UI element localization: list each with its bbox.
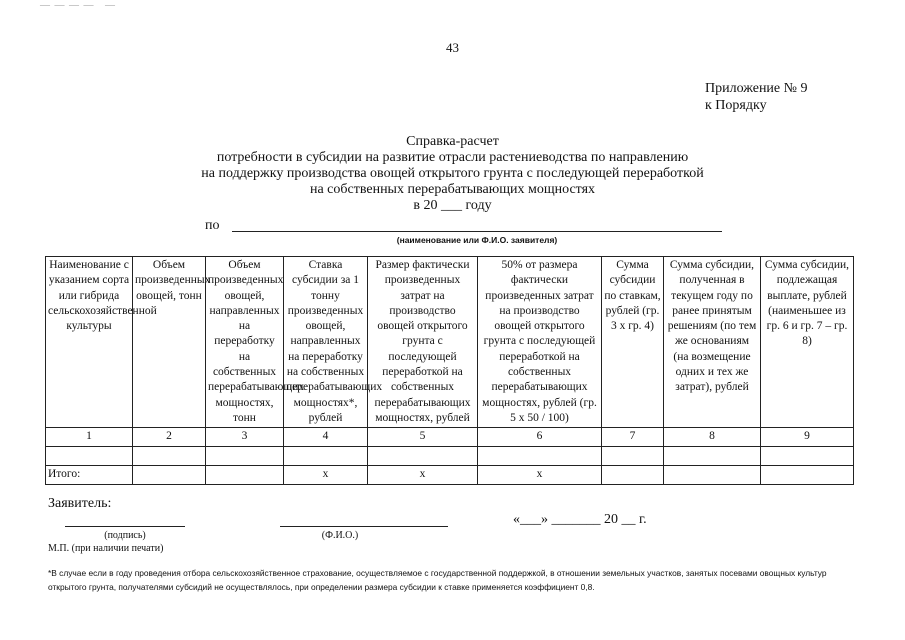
total-row bbox=[46, 466, 854, 485]
total-cell[interactable] bbox=[206, 466, 284, 485]
column-number: 8 bbox=[664, 428, 761, 447]
table-cell[interactable] bbox=[133, 447, 206, 466]
header-cell: Сумма субсидии по ставкам, рублей (гр. 3 х гр. 4) bbox=[602, 257, 664, 428]
header-cell: Объем произведенных овощей, тонн bbox=[133, 257, 206, 428]
column-number: 4 bbox=[284, 428, 368, 447]
title-line-2: потребности в субсидии на развитие отрасли растениеводства по направлению bbox=[216, 150, 689, 165]
table-cell[interactable] bbox=[761, 447, 854, 466]
table-row bbox=[46, 447, 854, 466]
applicant-field-label: по bbox=[205, 218, 220, 233]
table-cell[interactable] bbox=[368, 447, 478, 466]
header-cell: Сумма субсидии, подлежащая выплате, рублей (наименьшее из гр. 6 и гр. 7 – гр. 8) bbox=[761, 257, 854, 428]
header-cell: Сумма субсидии, полученная в текущем году по ранее принятым решениям (по тем же основаниям (на возмещение одних и тех же затрат), рублей bbox=[664, 257, 761, 428]
table-header-row bbox=[46, 257, 854, 428]
table-cell[interactable] bbox=[478, 447, 602, 466]
header-cell: Ставка субсидии за 1 тонну произведенных овощей, направленных на переработку на собственных перерабатывающих мощностях*, рублей bbox=[284, 257, 368, 428]
table-cell[interactable] bbox=[664, 447, 761, 466]
column-number: 2 bbox=[133, 428, 206, 447]
total-cell[interactable] bbox=[664, 466, 761, 485]
column-number: 6 bbox=[478, 428, 602, 447]
total-cell[interactable] bbox=[133, 466, 206, 485]
total-cell: х bbox=[478, 466, 602, 485]
total-label: Итого: bbox=[46, 466, 133, 485]
footnote: *В случае если в году проведения отбора сельскохозяйственное страхование, осуществляемое с государственной поддержкой, в отношении земельных участков, занятых посевами овощных культур открытого грунта, получателями субсидий не осуществлялось, при определении размера субсидии к ставке применяется коэффициент 0,8. bbox=[48, 568, 827, 592]
table-cell[interactable] bbox=[602, 447, 664, 466]
header-cell: Размер фактически произведенных затрат на производство овощей открытого грунта с последующей переработкой на собственных перерабатывающих мощностях, рублей bbox=[368, 257, 478, 428]
total-cell: х bbox=[368, 466, 478, 485]
name-line[interactable] bbox=[280, 526, 448, 527]
column-number: 7 bbox=[602, 428, 664, 447]
column-number: 1 bbox=[46, 428, 133, 447]
column-number: 9 bbox=[761, 428, 854, 447]
stamp-note: М.П. (при наличии печати) bbox=[48, 543, 164, 554]
applicant-field-line[interactable] bbox=[232, 231, 722, 232]
document-title bbox=[0, 134, 905, 214]
title-line-5: в 20 ___ году bbox=[413, 198, 492, 213]
calculation-table bbox=[45, 256, 854, 485]
page-number: 43 bbox=[446, 40, 459, 55]
applicant-label: Заявитель: bbox=[48, 496, 112, 511]
column-number: 3 bbox=[206, 428, 284, 447]
title-line-3: на поддержку производства овощей открытого грунта с последующей переработкой bbox=[201, 166, 704, 181]
column-number: 5 bbox=[368, 428, 478, 447]
header-cell: Объем произведенных овощей, направленных на переработку на собственных перерабатывающих мощностях, тонн bbox=[206, 257, 284, 428]
table-cell[interactable] bbox=[206, 447, 284, 466]
signature-hint: (подпись) bbox=[104, 530, 146, 541]
column-number-row bbox=[46, 428, 854, 447]
header-cell: Наименование с указанием сорта или гибрида сельскохозяйственной культуры bbox=[46, 257, 133, 428]
total-cell[interactable] bbox=[602, 466, 664, 485]
table-cell[interactable] bbox=[284, 447, 368, 466]
signature-line[interactable] bbox=[65, 526, 185, 527]
table-cell[interactable] bbox=[46, 447, 133, 466]
appendix-line-1: Приложение № 9 bbox=[705, 81, 808, 96]
total-cell[interactable] bbox=[761, 466, 854, 485]
name-hint: (Ф.И.О.) bbox=[321, 530, 359, 541]
appendix-line-2: к Порядку bbox=[705, 98, 767, 113]
scan-edge-marks: — — — — — bbox=[40, 0, 116, 11]
date-field[interactable]: «___» _______ 20 __ г. bbox=[513, 512, 647, 527]
title-line-4: на собственных перерабатывающих мощностях bbox=[309, 182, 596, 197]
appendix-heading bbox=[705, 80, 808, 114]
title-line-1: Справка-расчет bbox=[406, 134, 499, 149]
applicant-field-hint: (наименование или Ф.И.О. заявителя) bbox=[396, 235, 558, 245]
total-cell: х bbox=[284, 466, 368, 485]
header-cell: 50% от размера фактически произведенных затрат на производство овощей открытого грунта с последующей переработкой на собственных перерабатывающих мощностях, рублей (гр. 5 х 50 / 100) bbox=[478, 257, 602, 428]
